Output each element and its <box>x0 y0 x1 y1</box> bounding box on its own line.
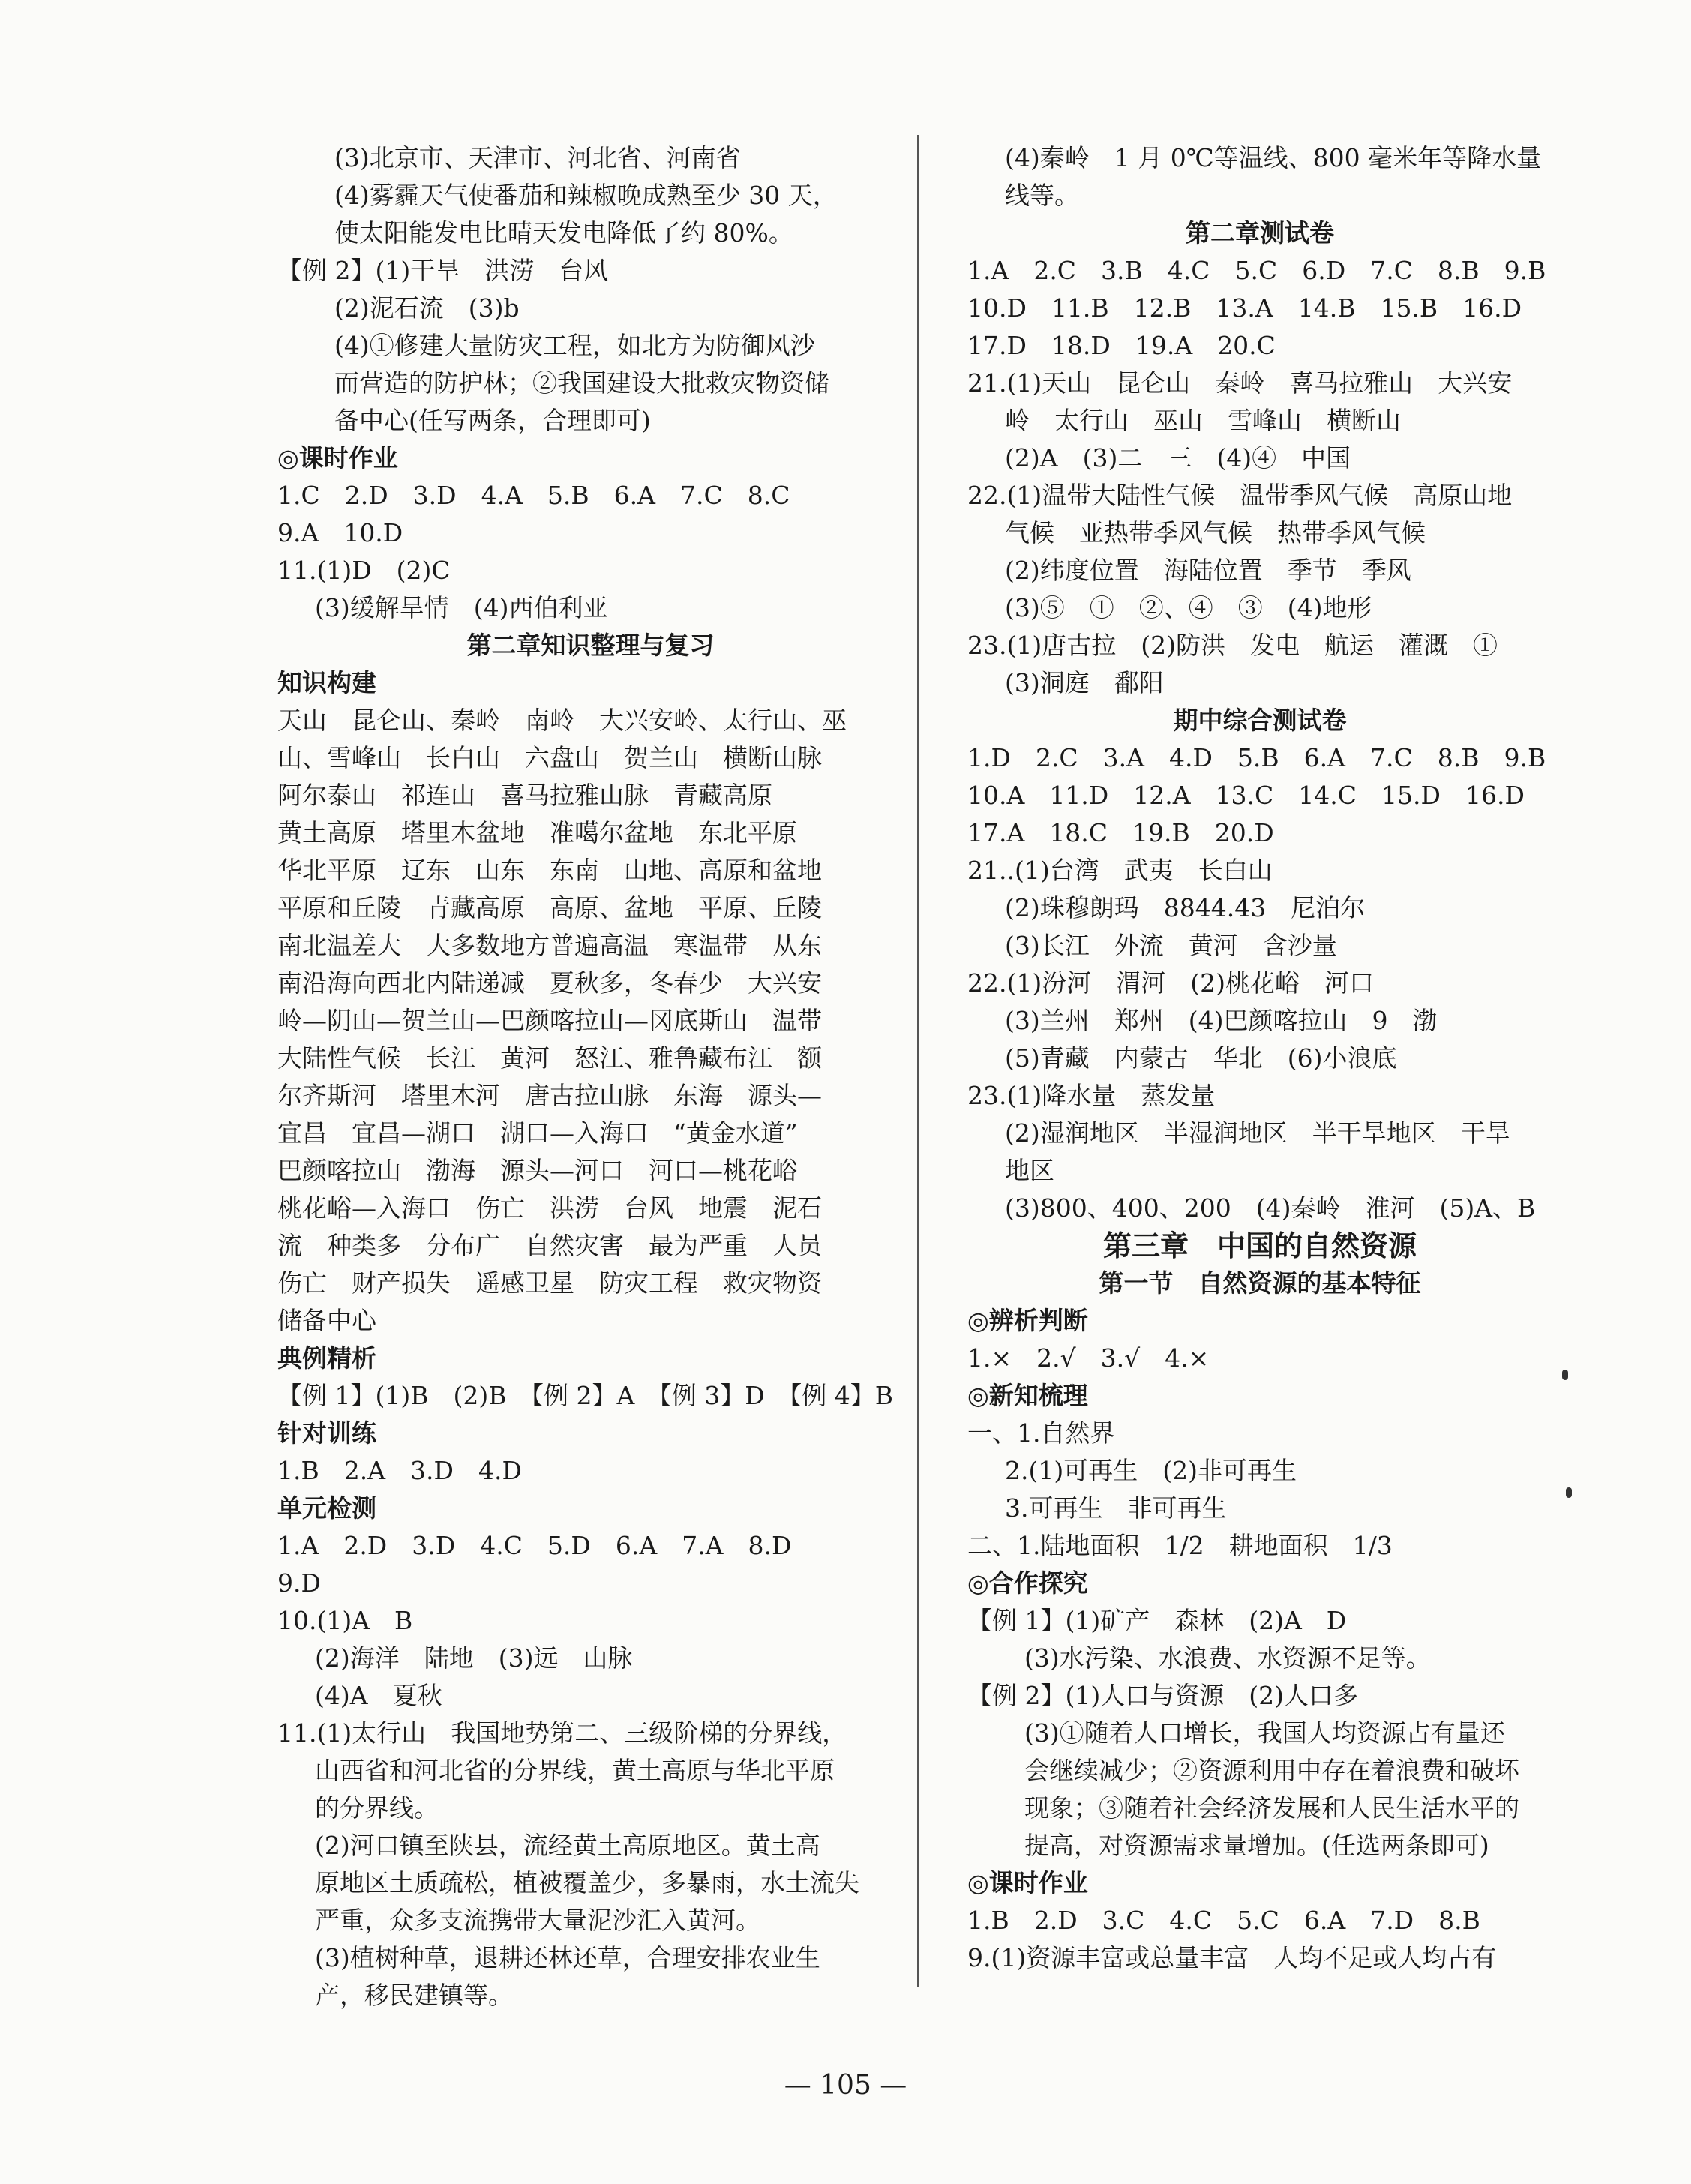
text-line: (3)兰州 郑州 (4)巴颜喀拉山 9 渤 <box>1005 1006 1438 1035</box>
text-line: 伤亡 财产损失 遥感卫星 防灾工程 救灾物资 <box>277 1268 822 1298</box>
text-line: 22.(1)汾河 渭河 (2)桃花峪 河口 <box>967 968 1374 998</box>
text-line: 第二章知识整理与复习 <box>466 631 715 660</box>
text-line: 知识构建 <box>277 668 376 698</box>
text-line: 阿尔泰山 祁连山 喜马拉雅山脉 青藏高原 <box>277 781 772 810</box>
text-line: 1.× 2.√ 3.√ 4.× <box>967 1343 1210 1372</box>
text-line: (3)水污染、水浪费、水资源不足等。 <box>1024 1643 1431 1672</box>
text-line: 第一节 自然资源的基本特征 <box>1099 1268 1421 1298</box>
text-line: (3)洞庭 鄱阳 <box>1005 668 1164 698</box>
left-column <box>277 140 904 2014</box>
text-line: 10.A 11.D 12.A 13.C 14.C 15.D 16.D <box>967 781 1525 810</box>
text-line: 针对训练 <box>277 1418 376 1448</box>
text-line: 10.(1)A B <box>277 1606 413 1635</box>
text-line: 地区 <box>1005 1156 1054 1185</box>
text-line: 期中综合测试卷 <box>1173 706 1347 735</box>
text-line: 备中心(任写两条，合理即可) <box>334 406 651 435</box>
text-line: (2)湿润地区 半湿润地区 半干旱地区 干旱 <box>1005 1118 1510 1148</box>
text-line: 严重，众多支流携带大量泥沙汇入黄河。 <box>315 1906 760 1935</box>
text-line: 第二章测试卷 <box>1186 218 1334 248</box>
text-line: (2)海洋 陆地 (3)远 山脉 <box>315 1643 633 1672</box>
text-line: 桃花峪—入海口 伤亡 洪涝 台风 地震 泥石 <box>277 1193 822 1222</box>
text-line: 现象；③随着社会经济发展和人民生活水平的 <box>1024 1793 1519 1822</box>
text-line: 黄土高原 塔里木盆地 准噶尔盆地 东北平原 <box>277 818 797 848</box>
text-line: (4)雾霾天气使番茄和辣椒晚成熟至少 30 天， <box>334 181 838 210</box>
text-line: 第三章 中国的自然资源 <box>1102 1228 1417 1262</box>
text-line: 11.(1)太行山 我国地势第二、三级阶梯的分界线， <box>277 1718 847 1748</box>
text-line: 华北平原 辽东 山东 东南 山地、高原和盆地 <box>277 856 822 885</box>
text-line: 1.B 2.A 3.D 4.D <box>277 1456 522 1485</box>
text-line: 1.A 2.C 3.B 4.C 5.C 6.D 7.C 8.B 9.B <box>967 256 1546 285</box>
column-divider <box>917 135 919 1988</box>
text-line: 产，移民建镇等。 <box>315 1981 513 2010</box>
text-line: ◎新知梳理 <box>967 1381 1088 1410</box>
text-line: (2)A (3)二 三 (4)④ 中国 <box>1005 443 1351 472</box>
text-line: 17.A 18.C 19.B 20.D <box>967 818 1274 848</box>
text-line: 【例 1】(1)矿产 森林 (2)A D <box>967 1606 1347 1635</box>
text-line: 山西省和河北省的分界线，黄土高原与华北平原 <box>315 1756 835 1785</box>
text-line: 平原和丘陵 青藏高原 高原、盆地 平原、丘陵 <box>277 893 822 922</box>
text-line: 22.(1)温带大陆性气候 温带季风气候 高原山地 <box>967 481 1513 510</box>
text-line: 21.(1)天山 昆仑山 秦岭 喜马拉雅山 大兴安 <box>967 368 1513 398</box>
text-line: 大陆性气候 长江 黄河 怒江、雅鲁藏布江 额 <box>277 1043 822 1072</box>
right-column <box>967 140 1552 1977</box>
text-line: 天山 昆仑山、秦岭 南岭 大兴安岭、太行山、巫 <box>277 706 847 735</box>
text-line: 21..(1)台湾 武夷 长白山 <box>967 856 1273 885</box>
text-line: 1.A 2.D 3.D 4.C 5.D 6.A 7.A 8.D <box>277 1531 792 1560</box>
text-line: (3)北京市、天津市、河北省、河南省 <box>334 143 741 172</box>
text-line: 【例 2】(1)人口与资源 (2)人口多 <box>967 1681 1358 1710</box>
text-line: 1.D 2.C 3.A 4.D 5.B 6.A 7.C 8.B 9.B <box>967 743 1546 772</box>
text-line: 流 种类多 分布广 自然灾害 最为严重 人员 <box>277 1231 822 1260</box>
text-line: 1.C 2.D 3.D 4.A 5.B 6.A 7.C 8.C <box>277 481 790 510</box>
scan-speck <box>1566 1487 1572 1498</box>
text-line: 岭 太行山 巫山 雪峰山 横断山 <box>1005 406 1401 435</box>
text-line: (2)河口镇至陕县，流经黄土高原地区。黄土高 <box>315 1831 820 1860</box>
text-line: 9.(1)资源丰富或总量丰富 人均不足或人均占有 <box>967 1943 1497 1972</box>
text-line: 岭—阴山—贺兰山—巴颜喀拉山—冈底斯山 温带 <box>277 1006 822 1035</box>
text-line: (2)纬度位置 海陆位置 季节 季风 <box>1005 556 1411 585</box>
text-line: 11.(1)D (2)C <box>277 556 451 585</box>
text-line: 典例精析 <box>277 1343 376 1372</box>
text-line: 二、1.陆地面积 1/2 耕地面积 1/3 <box>967 1531 1393 1560</box>
text-line: 10.D 11.B 12.B 13.A 14.B 15.B 16.D <box>967 293 1522 322</box>
text-line: 巴颜喀拉山 渤海 源头—河口 河口—桃花峪 <box>277 1156 797 1185</box>
text-line: (3)①随着人口增长，我国人均资源占有量还 <box>1024 1718 1505 1748</box>
text-line: (3)800、400、200 (4)秦岭 淮河 (5)A、B <box>1005 1193 1536 1222</box>
text-line: 9.A 10.D <box>277 518 403 548</box>
text-line: (3)植树种草，退耕还林还草，合理安排农业生 <box>315 1943 820 1972</box>
text-line: 23.(1)降水量 蒸发量 <box>967 1081 1216 1110</box>
text-line: 3.可再生 非可再生 <box>1005 1493 1227 1522</box>
text-line: (4)①修建大量防灾工程，如北方为防御风沙 <box>334 331 815 360</box>
text-line: (4)A 夏秋 <box>315 1681 442 1710</box>
text-line: 【例 1】(1)B (2)B 【例 2】A 【例 3】D 【例 4】B <box>277 1381 893 1410</box>
text-line: 17.D 18.D 19.A 20.C <box>967 331 1276 360</box>
text-line: (2)泥石流 (3)b <box>334 293 520 322</box>
text-line: 2.(1)可再生 (2)非可再生 <box>1005 1456 1297 1485</box>
text-line: (5)青藏 内蒙古 华北 (6)小浪底 <box>1005 1043 1397 1072</box>
text-line: 使太阳能发电比晴天发电降低了约 80%。 <box>334 218 793 248</box>
text-line: 气候 亚热带季风气候 热带季风气候 <box>1005 518 1426 548</box>
text-line: (4)秦岭 1 月 0℃等温线、800 毫米年等降水量 <box>1005 143 1542 172</box>
text-line: (3)长江 外流 黄河 含沙量 <box>1005 931 1337 960</box>
text-line: (3)⑤ ① ②、④ ③ (4)地形 <box>1005 593 1372 622</box>
text-line: (3)缓解旱情 (4)西伯利亚 <box>315 593 608 622</box>
text-line: 储备中心 <box>277 1306 376 1335</box>
text-line: 23.(1)唐古拉 (2)防洪 发电 航运 灌溉 ① <box>967 631 1498 660</box>
text-line: ◎课时作业 <box>277 443 398 472</box>
text-line: 提高，对资源需求量增加。(任选两条即可) <box>1024 1831 1489 1860</box>
text-line: 南沿海向西北内陆递减 夏秋多，冬春少 大兴安 <box>277 968 822 998</box>
text-line: 线等。 <box>1005 181 1079 210</box>
text-line: 山、雪峰山 长白山 六盘山 贺兰山 横断山脉 <box>277 743 822 772</box>
text-line: 而营造的防护林；②我国建设大批救灾物资储 <box>334 368 829 398</box>
text-line: 会继续减少；②资源利用中存在着浪费和破坏 <box>1024 1756 1519 1785</box>
text-line: 的分界线。 <box>315 1793 439 1822</box>
text-line: 一、1.自然界 <box>967 1418 1115 1448</box>
text-line: 尔齐斯河 塔里木河 唐古拉山脉 东海 源头— <box>277 1081 822 1110</box>
text-line: ◎合作探究 <box>967 1568 1088 1598</box>
text-line: ◎辨析判断 <box>967 1306 1088 1335</box>
text-line: ◎课时作业 <box>967 1868 1088 1898</box>
text-line: 宜昌 宜昌—湖口 湖口—入海口 “黄金水道” <box>277 1118 798 1148</box>
scan-speck <box>1562 1370 1568 1380</box>
text-line: 单元检测 <box>277 1493 376 1522</box>
text-line: 9.D <box>277 1568 321 1598</box>
text-line: 【例 2】(1)干旱 洪涝 台风 <box>277 256 609 285</box>
page-number: — 105 — <box>784 2070 907 2101</box>
text-line: 南北温差大 大多数地方普遍高温 寒温带 从东 <box>277 931 822 960</box>
text-line: (2)珠穆朗玛 8844.43 尼泊尔 <box>1005 893 1366 922</box>
text-line: 原地区土质疏松，植被覆盖少，多暴雨，水土流失 <box>315 1868 859 1898</box>
text-line: 1.B 2.D 3.C 4.C 5.C 6.A 7.D 8.B <box>967 1906 1480 1935</box>
